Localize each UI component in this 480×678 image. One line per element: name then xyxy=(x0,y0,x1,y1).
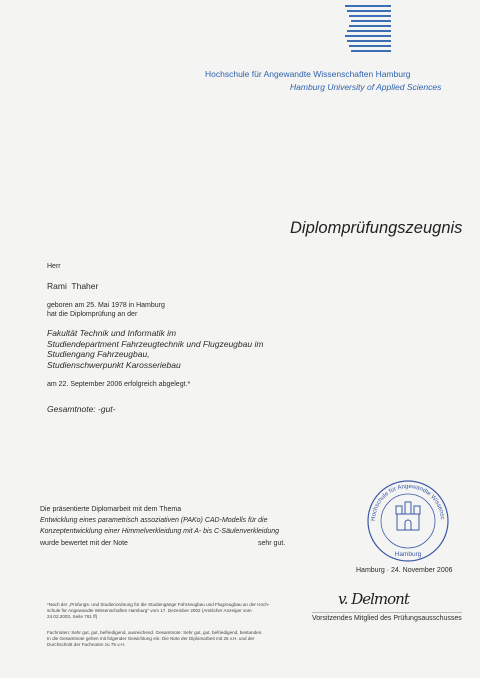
seal-ring-text: Hochschule für Angewandte Wissensc xyxy=(370,483,445,522)
footnote-line: Durchschnitt der Fachnoten zu 75 v.H. xyxy=(47,642,126,647)
seal-city: Hamburg xyxy=(394,551,422,558)
overall-grade: Gesamtnote: -gut- xyxy=(47,404,116,414)
thesis-grade-prefix: wurde bewertet mit der Note xyxy=(40,540,128,547)
footnote-line: schule für Angewandte Wissenschaften Hamburg" vom 17. Dezember 2002 (Amtlicher Anzeiger vom xyxy=(47,608,252,613)
faculty-block xyxy=(47,328,263,370)
birth-line: geboren am 25. Mai 1978 in Hamburg xyxy=(47,302,165,309)
thesis-title-line: Entwicklung eines parametrisch assoziativen (PAKo) CAD-Modells für die xyxy=(40,517,268,524)
thesis-grade: sehr gut. xyxy=(258,540,286,547)
university-logo xyxy=(345,5,391,55)
thesis-title xyxy=(40,515,279,537)
signature: v. Delmont xyxy=(338,590,409,608)
passed-line: hat die Diplomprüfung an der xyxy=(47,311,138,318)
faculty-line: Fakultät Technik und Informatik im xyxy=(47,328,177,338)
faculty-line: Studienschwerpunkt Karosseriebau xyxy=(47,359,181,370)
faculty-line: Studiendepartment Fahrzeugtechnik und Flugzeugbau im xyxy=(47,338,264,349)
castle-icon xyxy=(396,502,420,530)
footnote-line: Fachnoten: Sehr gut, gut, befriedigend, ausreichend. Gesamtnote: Sehr gut, gut, befriedigend, bestanden. xyxy=(47,630,263,635)
footnote-line: 24.02.2003, Seite 761 ff) xyxy=(47,614,98,619)
exam-date-line: am 22. September 2006 erfolgreich abgelegt.* xyxy=(47,381,191,388)
footnote-regulations xyxy=(47,602,269,620)
footnote-grading xyxy=(47,630,263,648)
signature-caption: Vorsitzendes Mitglied des Prüfungsausschusses xyxy=(312,615,462,622)
footnote-line: *Nach der „Prüfungs- und Studienordnung für die Studiengänge Fahrzeugbau und Flugzeugbau an der Hoch- xyxy=(47,602,270,607)
university-seal xyxy=(365,478,451,564)
salutation: Herr xyxy=(47,263,61,270)
page-title: Diplomprüfungszeugnis xyxy=(290,219,463,237)
thesis-title-line: Konzeptentwicklung einer Himmelverkleidung mit A- bis C-Säulenverkleidung xyxy=(40,528,280,535)
thesis-intro: Die präsentierte Diplomarbeit mit dem Thema xyxy=(40,506,182,513)
student-name: Rami Thaher xyxy=(47,281,99,291)
place-date: Hamburg · 24. November 2006 xyxy=(356,567,453,574)
signature-line xyxy=(312,612,462,613)
university-name-de: Hochschule für Angewandte Wissenschaften Hamburg xyxy=(205,69,411,79)
faculty-line: Studiengang Fahrzeugbau, xyxy=(47,349,150,359)
footnote-line: In die Gesamtnote gehen mit folgender Gewichtung ein: Die Note der Diplomarbeit mit 25 v.H. und der xyxy=(47,636,255,641)
university-name-en: Hamburg University of Applied Sciences xyxy=(290,82,442,92)
